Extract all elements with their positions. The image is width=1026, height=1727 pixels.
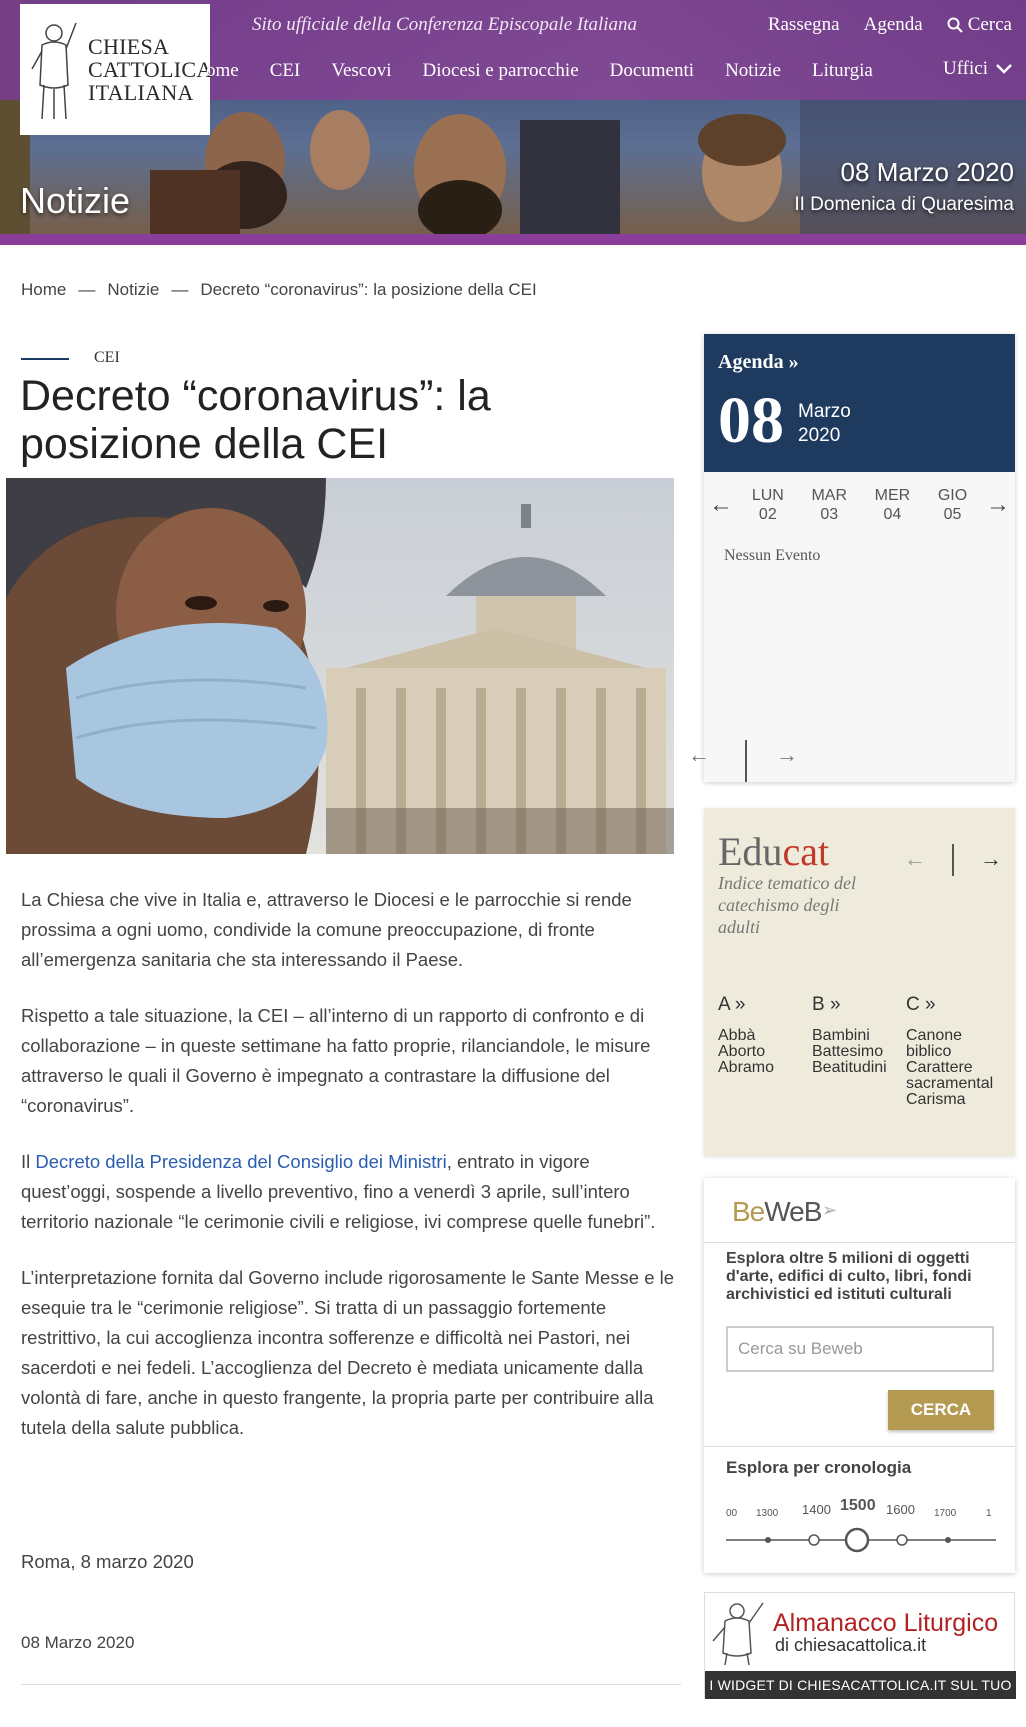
educat-logo-a: Edu [718, 829, 783, 874]
agenda-week-days [738, 486, 981, 524]
breadcrumb-separator: — [78, 280, 96, 299]
educat-pager [904, 844, 1004, 878]
header-accent-line [0, 234, 1026, 245]
educat-term[interactable]: Battesimo [812, 1043, 884, 1060]
header-date: 08 Marzo 2020 [840, 157, 1014, 187]
agenda-no-event: Nessun Evento [724, 547, 821, 564]
educat-letter-link[interactable]: C » [906, 994, 936, 1015]
nav-item-home[interactable]: ome [206, 60, 239, 81]
logo-figure-icon [28, 15, 80, 125]
timeline-year[interactable]: 1400 [802, 1502, 831, 1517]
educat-term[interactable]: Aborto [718, 1043, 766, 1060]
almanacco-title: Almanacco Liturgico [773, 1609, 999, 1637]
timeline-year[interactable]: 1 [986, 1508, 992, 1519]
logo-line-2: CATTOLICA [88, 57, 213, 82]
timeline-year[interactable]: 1300 [756, 1508, 779, 1519]
educat-widget [704, 808, 1015, 1156]
top-link-rassegna[interactable]: Rassegna [767, 14, 840, 35]
educat-index [718, 994, 1008, 1108]
timeline-year-selected[interactable]: 1500 [840, 1497, 876, 1514]
educat-term[interactable]: Bambini [812, 1027, 870, 1044]
external-link-icon[interactable]: ➢ [822, 1200, 838, 1220]
chevron-down-icon [996, 64, 1012, 74]
beweb-logo-web: WeB [764, 1196, 822, 1227]
top-links [768, 14, 1012, 36]
divider [704, 1446, 1015, 1447]
agenda-day-tue[interactable] [811, 486, 847, 524]
site-header [0, 0, 1026, 245]
almanacco-widget[interactable] [704, 1592, 1015, 1721]
divider [952, 844, 954, 876]
article-paragraph: Rispetto a tale situazione, la CEI – all’interno di un rapporto di confronto e di collaborazione – in queste settimane ha fatto proprie, rilanciandole, le misure attraverso le quali il Governo è impegnato a contrastare la diffusione del “coronavirus”. [21, 1005, 651, 1116]
arrow-right-icon[interactable]: → [986, 491, 1010, 518]
day-label: GIO [937, 487, 968, 504]
article-paragraph: La Chiesa che vive in Italia e, attraverso le Diocesi e le parrocchie si rende prossima a ogni uomo, condivide la comune preoccupazione, di fronte all’emergenza sanitaria che sta interessando il Paese. [21, 889, 632, 970]
almanacco-figure-icon [709, 1597, 767, 1667]
nav-item-uffici[interactable] [943, 58, 1012, 80]
article-category[interactable]: CEI [94, 349, 120, 366]
beweb-logo[interactable] [732, 1196, 821, 1228]
agenda-year: 2020 [798, 425, 841, 446]
agenda-day-thu[interactable] [938, 486, 967, 524]
logo-line-3: ITALIANA [88, 80, 194, 105]
educat-letter-link[interactable]: A » [718, 994, 746, 1015]
nav-item-notizie[interactable]: Notizie [725, 60, 781, 81]
day-label: MAR [811, 487, 848, 504]
agenda-pager [688, 738, 1015, 778]
educat-subtitle: Indice tematico del catechismo degli adulti [718, 873, 856, 937]
educat-term[interactable]: Abramo [718, 1059, 775, 1076]
educat-term[interactable]: Canone [906, 1027, 963, 1044]
article-hero-image [6, 478, 674, 854]
day-number: 02 [758, 506, 777, 523]
site-logo[interactable] [20, 4, 213, 135]
agenda-header [704, 334, 1015, 472]
agenda-day-wed[interactable] [875, 486, 911, 524]
day-number: 05 [943, 506, 962, 523]
article-paragraph: L’interpretazione fornita dal Governo include rigorosamente le Sante Messe e le esequie tra le “cerimonie religiose”. Si tratta di un passaggio fortemente restrittivo, la cui accoglienza incontra sofferenze e difficoltà nei Pastori, nei sacerdoti e nei fedeli. L’accoglienza del Decreto è mediata unicamente dalla volontà di fare, anche in questo frangente, la propria parte per contribuire alla tutela della salute pubblica. [21, 1267, 675, 1438]
divider [745, 740, 747, 782]
educat-term[interactable]: Beatitudini [812, 1059, 887, 1076]
nav-item-cei[interactable]: CEI [269, 60, 301, 81]
educat-term[interactable]: Abbà [718, 1027, 756, 1044]
logo-line-1: CHIESA [88, 34, 170, 59]
beweb-widget [704, 1178, 1015, 1573]
agenda-month-year [798, 400, 851, 448]
arrow-right-icon[interactable]: → [980, 846, 1002, 871]
arrow-right-icon[interactable]: → [776, 742, 798, 767]
nav-item-liturgia[interactable]: Liturgia [812, 60, 873, 81]
header-liturgy-day: II Domenica di Quaresima [794, 194, 1014, 215]
top-link-cerca[interactable] [947, 14, 1012, 36]
arrow-left-icon[interactable]: ← [904, 846, 926, 871]
nav-item-vescovi[interactable]: Vescovi [331, 60, 392, 81]
breadcrumb-home[interactable]: Home [21, 280, 67, 299]
breadcrumb-notizie[interactable]: Notizie [107, 280, 160, 299]
timeline-year[interactable]: 1600 [886, 1502, 915, 1517]
beweb-logo-be: Be [732, 1196, 765, 1227]
almanacco-subtitle: di chiesacattolica.it [775, 1635, 927, 1655]
article-body [21, 885, 681, 1469]
article-paragraph [21, 1147, 681, 1237]
breadcrumb [21, 280, 537, 300]
educat-term[interactable]: biblico [906, 1043, 952, 1060]
top-link-cerca-label: Cerca [967, 14, 1012, 35]
day-number: 03 [820, 506, 839, 523]
beweb-description: Esplora oltre 5 milioni di oggetti d'arte, edifici di culto, libri, fondi archivistici ed istituti culturali [726, 1250, 972, 1303]
divider [21, 1684, 681, 1685]
educat-column-a [718, 994, 812, 1108]
breadcrumb-separator: — [171, 280, 189, 299]
almanacco-widget-bar[interactable]: I WIDGET DI CHIESACATTOLICA.IT SUL TUO SITO [705, 1671, 1016, 1699]
day-label: MER [874, 487, 911, 504]
educat-term[interactable]: sacramental [906, 1075, 994, 1092]
agenda-title-link[interactable]: Agenda » [718, 351, 799, 373]
agenda-month: Marzo [798, 401, 851, 422]
educat-logo[interactable] [718, 828, 829, 875]
agenda-widget [688, 334, 1015, 782]
educat-logo-b: cat [782, 829, 830, 874]
agenda-day-number: 08 [718, 384, 784, 457]
category-line [21, 358, 69, 360]
search-icon [947, 17, 963, 33]
arrow-left-icon[interactable]: ← [709, 491, 733, 518]
article-text: Il [21, 1151, 36, 1172]
chronology-slider[interactable] [726, 1490, 996, 1554]
educat-term[interactable]: Carattere [906, 1059, 973, 1076]
beweb-search-button[interactable]: CERCA [888, 1390, 994, 1430]
chronology-label: Esplora per cronologia [726, 1458, 912, 1477]
arrow-left-icon[interactable]: ← [688, 742, 710, 767]
day-number: 04 [883, 506, 902, 523]
nav-item-diocesi[interactable]: Diocesi e parrocchie [422, 60, 579, 81]
article-text: , entrato in vigore quest’oggi, sospende a livello preventivo, fino a venerdì 3 aprile, sull’intero territorio nazionale “le cerimonie civili e religiose, ivi comprese quelle funebri”. [21, 1151, 656, 1232]
educat-column-c [906, 994, 1000, 1108]
nav-item-documenti[interactable]: Documenti [609, 60, 695, 81]
day-label: LUN [751, 487, 784, 504]
uffici-label: Uffici [942, 58, 988, 79]
article-title: Decreto “coronavirus”: la posizione della CEI [20, 372, 491, 468]
site-tagline: Sito ufficiale della Conferenza Episcopale Italiana [252, 14, 638, 35]
article-publish-date: 08 Marzo 2020 [21, 1633, 135, 1652]
beweb-search-input[interactable] [726, 1326, 994, 1372]
article-place-date: Roma, 8 marzo 2020 [21, 1551, 194, 1572]
educat-term[interactable]: Carisma [906, 1091, 966, 1108]
page-section-title: Notizie [20, 180, 131, 221]
agenda-week-strip [704, 480, 1015, 530]
timeline-year[interactable]: 00 [726, 1508, 738, 1519]
logo-text [88, 35, 213, 104]
breadcrumb-current: Decreto “coronavirus”: la posizione della CEI [200, 280, 537, 299]
educat-letter-link[interactable]: B » [812, 994, 841, 1015]
timeline-year[interactable]: 1700 [934, 1508, 957, 1519]
educat-column-b [812, 994, 906, 1108]
top-link-agenda[interactable]: Agenda [863, 14, 923, 35]
decreto-link[interactable]: Decreto della Presidenza del Consiglio dei Ministri [35, 1151, 447, 1172]
agenda-day-mon[interactable] [752, 486, 784, 524]
main-navigation [206, 60, 904, 82]
divider [704, 1242, 1015, 1243]
